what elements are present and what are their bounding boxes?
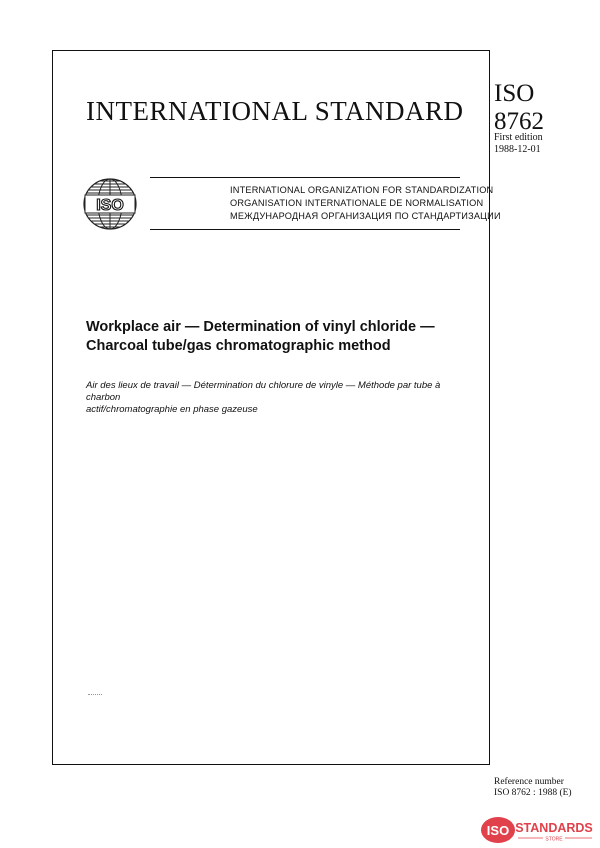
org-rule-bottom [150, 229, 460, 230]
edition-info [494, 132, 543, 156]
org-name-fr: ORGANISATION INTERNATIONALE DE NORMALISATION [230, 198, 484, 208]
organization-names [230, 184, 501, 223]
title-en-line1: Workplace air — Determination of vinyl chloride — [86, 319, 435, 335]
standard-title-fr [86, 380, 466, 416]
brand-tag: STORE [545, 836, 563, 843]
org-name-en: INTERNATIONAL ORGANIZATION FOR STANDARDIZATION [230, 185, 494, 195]
edition-date: 1988-12-01 [494, 144, 541, 155]
margin-mark [88, 694, 102, 696]
brand-name: STANDARDS [515, 821, 593, 835]
org-rule-top [150, 177, 460, 178]
title-fr-line2: actif/chromatographie en phase gazeuse [86, 404, 258, 415]
document-type: INTERNATIONAL STANDARD [86, 96, 464, 126]
title-en-line2: Charcoal tube/gas chromatographic method [86, 338, 391, 354]
reference-label: Reference number [494, 777, 564, 787]
org-name-ru: МЕЖДУНАРОДНАЯ ОРГАНИЗАЦИЯ ПО СТАНДАРТИЗАЦИИ [230, 211, 501, 221]
title-fr-line1: Air des lieux de travail — Détermination du chlorure de vinyle — Méthode par tube à charbon [86, 380, 441, 403]
iso-logo-icon [81, 178, 139, 230]
iso-logo-text: ISO [96, 197, 124, 214]
reference-number: ISO 8762 : 1988 (E) [494, 788, 572, 798]
iso-code [494, 80, 544, 136]
iso-label: ISO [494, 80, 535, 107]
iso-standards-store-logo[interactable] [478, 815, 594, 845]
standard-title-en [86, 318, 435, 356]
reference-block [494, 777, 572, 799]
iso-number: 8762 [494, 108, 544, 135]
brand-iso: ISO [486, 823, 510, 838]
edition-label: First edition [494, 132, 543, 143]
